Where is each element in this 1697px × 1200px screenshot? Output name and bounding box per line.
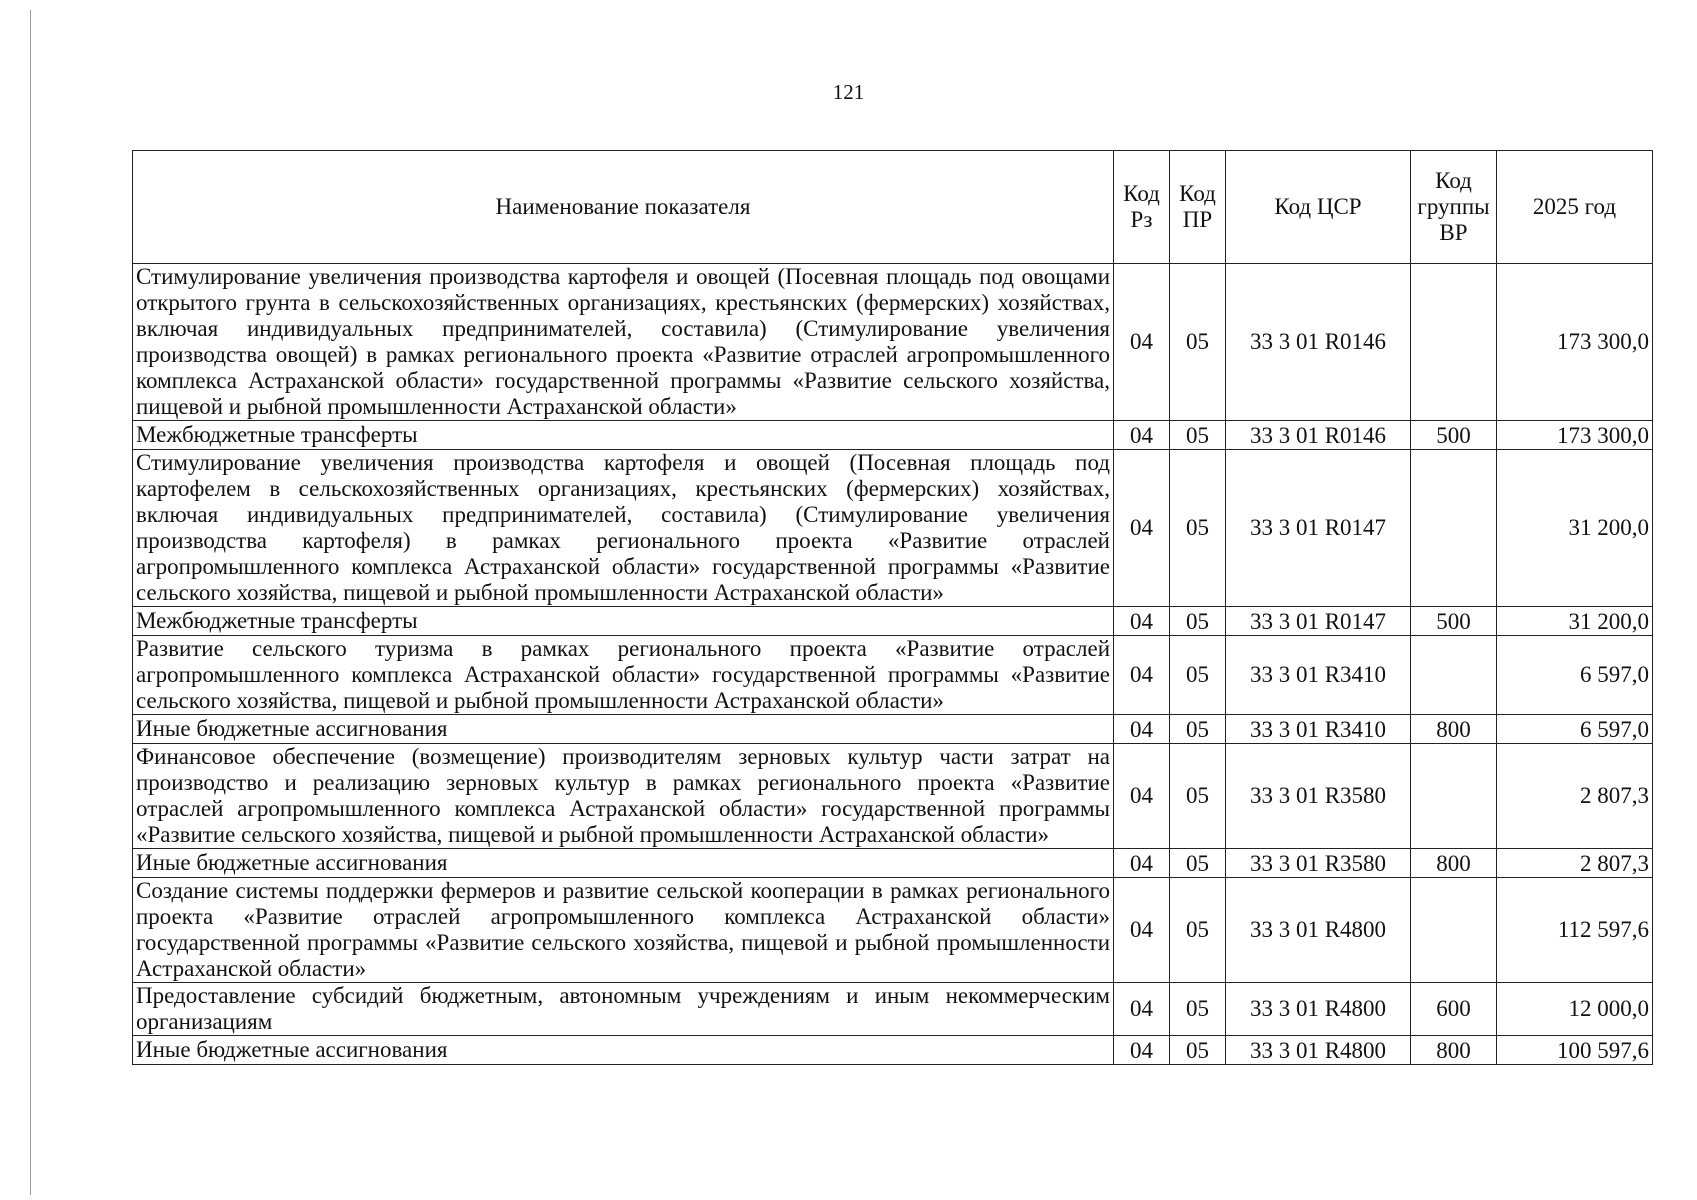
row-amount: 2 807,3 [1497,744,1653,849]
row-rz: 04 [1114,421,1170,450]
row-pr: 05 [1170,744,1226,849]
row-csr: 33 3 01 R3410 [1226,636,1411,715]
table-row [133,1036,1653,1065]
row-vr: 800 [1411,849,1497,878]
row-amount: 6 597,0 [1497,636,1653,715]
row-vr [1411,744,1497,849]
table-row [133,450,1653,607]
row-csr: 33 3 01 R3580 [1226,849,1411,878]
row-csr: 33 3 01 R0146 [1226,264,1411,421]
table-row [133,636,1653,715]
row-pr: 05 [1170,636,1226,715]
row-vr: 500 [1411,607,1497,636]
row-vr: 800 [1411,1036,1497,1065]
budget-table [132,150,1653,1065]
row-name: Иные бюджетные ассигнования [133,849,1114,878]
row-csr: 33 3 01 R4800 [1226,1036,1411,1065]
row-amount: 6 597,0 [1497,715,1653,744]
row-amount: 100 597,6 [1497,1036,1653,1065]
row-csr: 33 3 01 R0147 [1226,450,1411,607]
row-rz: 04 [1114,715,1170,744]
row-csr: 33 3 01 R0146 [1226,421,1411,450]
header-name: Наименование показателя [133,151,1114,264]
row-pr: 05 [1170,849,1226,878]
row-name: Финансовое обеспечение (возмещение) производителям зерновых культур части затрат на производство и реализацию зерновых культур в рамках регионального проекта «Развитие отраслей агропромышленного комплекса Астраханской области» государственной программы «Развитие сельского хозяйства, пищевой и рыбной промышленности Астраханской области» [133,744,1114,849]
row-csr: 33 3 01 R3580 [1226,744,1411,849]
header-year: 2025 год [1497,151,1653,264]
row-pr: 05 [1170,878,1226,983]
row-pr: 05 [1170,450,1226,607]
row-csr: 33 3 01 R3410 [1226,715,1411,744]
table-row [133,715,1653,744]
header-vr: Код группы ВР [1411,151,1497,264]
table-row [133,607,1653,636]
row-amount: 31 200,0 [1497,450,1653,607]
table-row [133,744,1653,849]
row-name: Создание системы поддержки фермеров и развитие сельской кооперации в рамках регионального проекта «Развитие отраслей агропромышленного комплекса Астраханской области» государственной программы «Развитие сельского хозяйства, пищевой и рыбной промышленности Астраханской области» [133,878,1114,983]
row-csr: 33 3 01 R4800 [1226,983,1411,1036]
header-rz: Код Рз [1114,151,1170,264]
row-rz: 04 [1114,878,1170,983]
row-rz: 04 [1114,607,1170,636]
row-rz: 04 [1114,744,1170,849]
row-pr: 05 [1170,1036,1226,1065]
row-pr: 05 [1170,983,1226,1036]
row-rz: 04 [1114,264,1170,421]
row-vr [1411,450,1497,607]
table-row [133,878,1653,983]
table-row [133,421,1653,450]
row-vr [1411,878,1497,983]
row-vr: 600 [1411,983,1497,1036]
row-amount: 12 000,0 [1497,983,1653,1036]
row-amount: 173 300,0 [1497,421,1653,450]
row-rz: 04 [1114,450,1170,607]
header-csr: Код ЦСР [1226,151,1411,264]
page-number: 121 [832,80,865,104]
row-vr: 800 [1411,715,1497,744]
row-vr: 500 [1411,421,1497,450]
row-csr: 33 3 01 R0147 [1226,607,1411,636]
row-vr [1411,264,1497,421]
row-vr [1411,636,1497,715]
header-pr: Код ПР [1170,151,1226,264]
row-name: Иные бюджетные ассигнования [133,715,1114,744]
row-name: Развитие сельского туризма в рамках регионального проекта «Развитие отраслей агропромышленного комплекса Астраханской области» государственной программы «Развитие сельского хозяйства, пищевой и рыбной промышленности Астраханской области» [133,636,1114,715]
row-pr: 05 [1170,607,1226,636]
row-pr: 05 [1170,715,1226,744]
row-rz: 04 [1114,983,1170,1036]
row-amount: 31 200,0 [1497,607,1653,636]
row-name: Предоставление субсидий бюджетным, автономным учреждениям и иным некоммерческим организациям [133,983,1114,1036]
row-name: Иные бюджетные ассигнования [133,1036,1114,1065]
row-pr: 05 [1170,421,1226,450]
row-name: Стимулирование увеличения производства картофеля и овощей (Посевная площадь под овощами открытого грунта в сельскохозяйственных организациях, крестьянских (фермерских) хозяйствах, включая индивидуальных предпринимателей, составила) (Стимулирование увеличения производства овощей) в рамках регионального проекта «Развитие отраслей агропромышленного комплекса Астраханской области» государственной программы «Развитие сельского хозяйства, пищевой и рыбной промышленности Астраханской области» [133,264,1114,421]
row-name: Межбюджетные трансферты [133,421,1114,450]
table-row [133,849,1653,878]
binding-margin-line [30,10,31,1195]
table-header-row [133,151,1653,264]
row-name: Межбюджетные трансферты [133,607,1114,636]
row-pr: 05 [1170,264,1226,421]
table-row [133,264,1653,421]
row-rz: 04 [1114,636,1170,715]
row-amount: 2 807,3 [1497,849,1653,878]
row-name: Стимулирование увеличения производства картофеля и овощей (Посевная площадь под картофелем в сельскохозяйственных организациях, крестьянских (фермерских) хозяйствах, включая индивидуальных предпринимателей, составила) (Стимулирование увеличения производства картофеля) в рамках регионального проекта «Развитие отраслей агропромышленного комплекса Астраханской области» государственной программы «Развитие сельского хозяйства, пищевой и рыбной промышленности Астраханской области» [133,450,1114,607]
table-row [133,983,1653,1036]
row-amount: 112 597,6 [1497,878,1653,983]
row-rz: 04 [1114,1036,1170,1065]
row-csr: 33 3 01 R4800 [1226,878,1411,983]
row-rz: 04 [1114,849,1170,878]
row-amount: 173 300,0 [1497,264,1653,421]
